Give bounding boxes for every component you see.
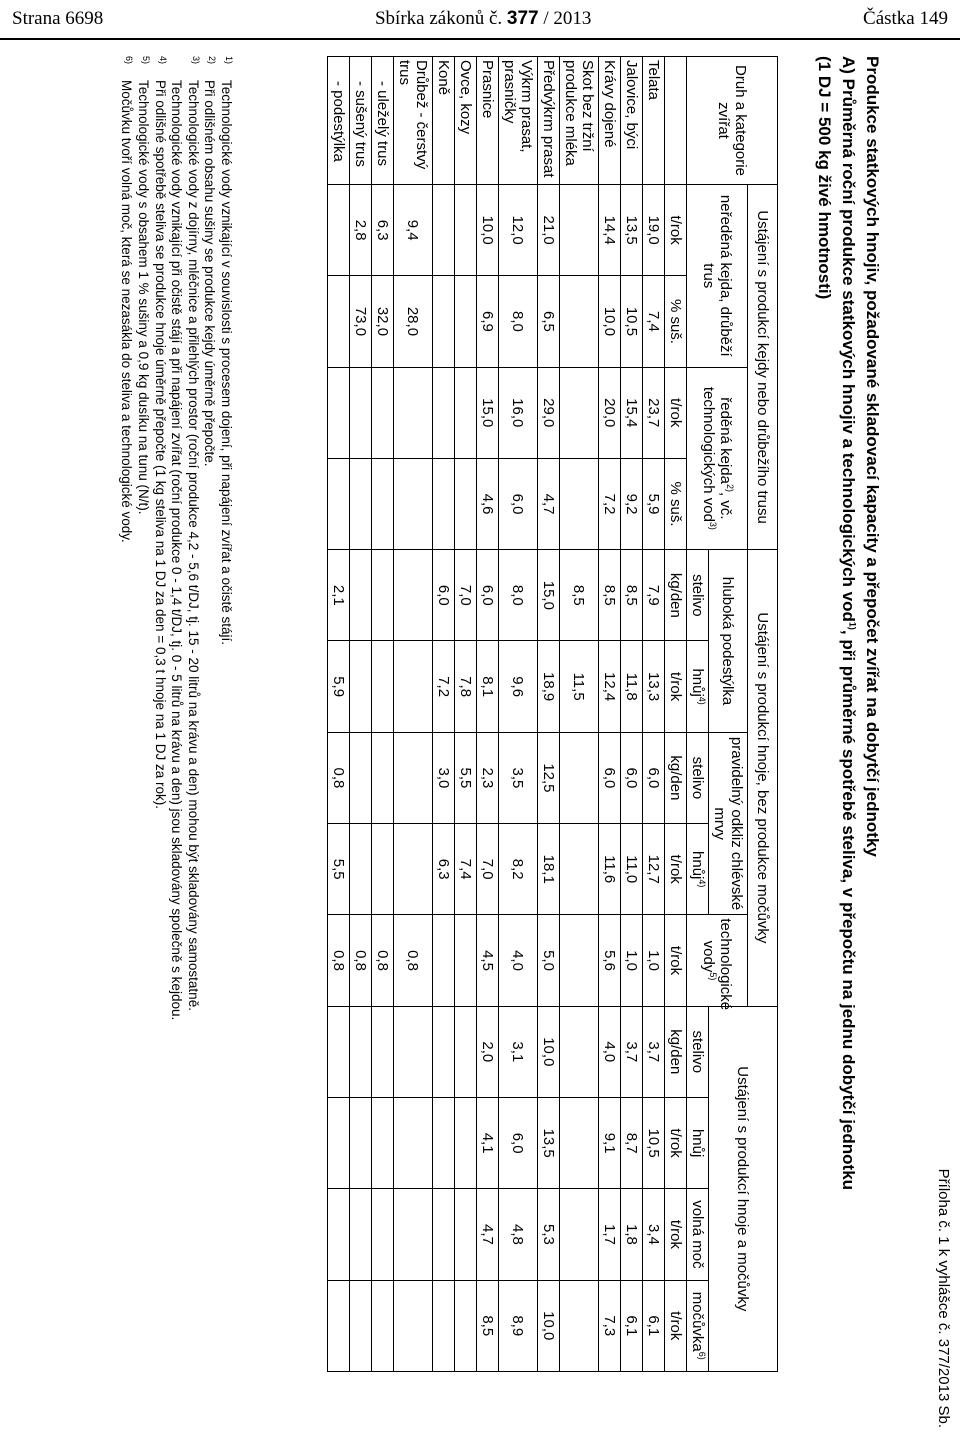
footnote <box>184 56 201 1372</box>
title-sub-sup: 1) <box>847 621 858 630</box>
table-cell <box>560 1280 599 1371</box>
unit-cell: t/rok <box>665 1097 687 1188</box>
col-kind-header: Druh a kategorie zvířat <box>687 57 778 185</box>
table-cell: 16,0 <box>499 367 538 458</box>
table-cell: 12,4 <box>599 641 621 732</box>
row-label: Prasnice <box>477 57 499 185</box>
footnote-number: 6) <box>124 56 135 65</box>
table-cell <box>433 458 455 549</box>
footnote <box>217 56 234 1372</box>
table-cell <box>372 641 394 732</box>
sub-redena-header <box>687 367 748 550</box>
group-mocuvka-header: Ustájení s produkcí hnoje a močůvky <box>709 1006 778 1371</box>
rotated-content <box>0 40 960 1446</box>
table-cell: 8,5 <box>477 1280 499 1371</box>
table-cell: 0,8 <box>328 915 350 1006</box>
h-stelivo: stelivo <box>687 1006 709 1097</box>
footnote-text: Technologické vody vznikající při očistě stájí a při napájení zvířat (roční produkce 0 - 1,4 t/DJ, tj. 0 - 5 litrů na krávu a den) jsou skladovány společně s kejdou. <box>169 80 185 1021</box>
table-row <box>328 57 350 1372</box>
table-cell: 2,3 <box>477 732 499 823</box>
table-row <box>560 57 599 1372</box>
table-cell: 6,0 <box>621 732 643 823</box>
sub-nerz-header: neředěná kejda, drůběží trus <box>687 185 748 368</box>
table-cell: 7,2 <box>599 458 621 549</box>
table-cell: 1,0 <box>643 915 665 1006</box>
table-cell: 15,4 <box>621 367 643 458</box>
table-cell <box>372 1189 394 1280</box>
table-cell <box>560 1097 599 1188</box>
table-cell <box>433 1097 455 1188</box>
table-cell: 6,0 <box>477 550 499 641</box>
table-row <box>621 57 643 1372</box>
unit-cell: kg/den <box>665 732 687 823</box>
table-cell: 8,1 <box>477 641 499 732</box>
table-row <box>477 57 499 1372</box>
footnote <box>201 56 218 1372</box>
table-cell <box>560 1189 599 1280</box>
table-cell: 8,5 <box>599 550 621 641</box>
sub-redena-b: , vč. technologických vod <box>700 386 734 522</box>
row-label: - uleželý trus <box>372 57 394 185</box>
footnote <box>134 56 151 1372</box>
footnote <box>118 56 135 1372</box>
table-cell: 4,5 <box>477 915 499 1006</box>
table-cell <box>350 550 372 641</box>
table-cell <box>560 276 599 367</box>
unit-cell: t/rok <box>665 641 687 732</box>
table-cell <box>350 732 372 823</box>
sub-redena-sup: 2) <box>725 483 735 492</box>
table-cell: 6,0 <box>499 458 538 549</box>
table-cell: 8,9 <box>499 1280 538 1371</box>
table-cell: 6,5 <box>538 276 560 367</box>
table-cell <box>433 185 455 276</box>
unit-cell: t/rok <box>665 367 687 458</box>
h-hnuj: hnůj <box>687 1097 709 1188</box>
table-cell: 7,0 <box>455 550 477 641</box>
sub-redena-sup2: 3) <box>708 521 718 530</box>
table-cell <box>328 458 350 549</box>
table-cell: 2,8 <box>350 185 372 276</box>
table-cell <box>433 1189 455 1280</box>
table-cell: 23,7 <box>643 367 665 458</box>
unit-cell: t/rok <box>665 185 687 276</box>
table-cell <box>350 367 372 458</box>
unit-row-label <box>665 57 687 185</box>
table-cell: 3,0 <box>433 732 455 823</box>
table-cell <box>455 1189 477 1280</box>
table-cell: 15,0 <box>477 367 499 458</box>
table-cell: 8,5 <box>560 550 599 641</box>
table-cell <box>560 824 599 915</box>
table-cell: 8,0 <box>499 550 538 641</box>
h-stelivo: stelivo <box>687 732 709 823</box>
table-cell: 9,6 <box>499 641 538 732</box>
sub-hluboka-header: hluboká podestýlka <box>709 550 748 733</box>
table-cell: 11,6 <box>599 824 621 915</box>
h-volna: volná moč <box>687 1189 709 1280</box>
h-stelivo: stelivo <box>687 550 709 641</box>
page-number: Strana 6698 <box>12 8 104 29</box>
table-cell: 4,8 <box>499 1189 538 1280</box>
table-cell: 4,0 <box>599 1006 621 1097</box>
table-cell <box>560 458 599 549</box>
footnote-text: Při odlišné spotřebě steliva se produkce hnoje úměrně přepočte (1 kg steliva na 1 DJ za den = 0,3 t hnoje na 1 DJ za rok). <box>152 80 168 810</box>
table-row <box>350 57 372 1372</box>
table-cell <box>372 367 394 458</box>
table-cell <box>372 732 394 823</box>
collection-suffix: / 2013 <box>538 8 592 29</box>
table-cell <box>394 824 433 915</box>
table-cell: 20,0 <box>599 367 621 458</box>
row-label: Skot bez tržní produkce mléka <box>560 57 599 185</box>
table-cell: 32,0 <box>372 276 394 367</box>
footnote-number: 1) <box>224 56 234 65</box>
table-cell: 8,5 <box>621 550 643 641</box>
table-cell <box>328 1097 350 1188</box>
table-cell <box>560 732 599 823</box>
table-cell: 11,0 <box>621 824 643 915</box>
table-cell: 5,3 <box>538 1189 560 1280</box>
table-cell: 0,8 <box>394 915 433 1006</box>
table-cell: 9,1 <box>599 1097 621 1188</box>
footnote-number: 4) <box>157 56 168 65</box>
table-cell <box>455 458 477 549</box>
table-cell: 5,5 <box>328 824 350 915</box>
table-cell: 10,0 <box>538 1006 560 1097</box>
table-cell <box>372 1006 394 1097</box>
footnote-text: Při odlišném obsahu sušiny se produkce kejdy úměrně přepočte. <box>202 80 218 467</box>
table-cell: 1,7 <box>599 1189 621 1280</box>
table-cell <box>350 458 372 549</box>
unit-cell: t/rok <box>665 1280 687 1371</box>
table-cell: 18,9 <box>538 641 560 732</box>
table-cell: 6,3 <box>433 824 455 915</box>
table-cell: 10,5 <box>621 276 643 367</box>
table-cell <box>394 732 433 823</box>
production-table <box>327 56 778 1372</box>
table-cell <box>394 1280 433 1371</box>
row-label: - sušený trus <box>350 57 372 185</box>
group-kejda-header: Ustájení s produkcí kejdy nebo drůbežího trusu <box>748 185 778 550</box>
h-mocuvka <box>687 1280 709 1371</box>
table-cell: 12,0 <box>499 185 538 276</box>
table-cell <box>394 1189 433 1280</box>
table-cell: 0,8 <box>372 915 394 1006</box>
table-cell: 3,7 <box>643 1006 665 1097</box>
table-cell: 7,9 <box>643 550 665 641</box>
table-cell: 5,9 <box>328 641 350 732</box>
table-cell <box>560 185 599 276</box>
table-cell: 10,0 <box>538 1280 560 1371</box>
table-cell <box>394 458 433 549</box>
table-cell <box>560 367 599 458</box>
row-label: Telata <box>643 57 665 185</box>
table-row <box>538 57 560 1372</box>
table-cell: 13,3 <box>643 641 665 732</box>
table-cell: 13,5 <box>621 185 643 276</box>
sub-techvody-label: technologické vody <box>700 918 734 1011</box>
table-cell <box>372 824 394 915</box>
unit-cell: t/rok <box>665 1189 687 1280</box>
table-cell: 13,5 <box>538 1097 560 1188</box>
table-row <box>599 57 621 1372</box>
footnote-text: Technologické vody vznikající v souvislosti s procesem dojení, při napájení zvířat a očistě stájí. <box>219 80 234 646</box>
table-cell <box>372 550 394 641</box>
table-cell: 0,8 <box>328 732 350 823</box>
table-cell <box>433 1280 455 1371</box>
table-cell: 7,3 <box>599 1280 621 1371</box>
table-cell: 8,2 <box>499 824 538 915</box>
table-cell <box>328 1189 350 1280</box>
table-cell <box>455 1006 477 1097</box>
table-cell <box>394 550 433 641</box>
table-cell: 6,1 <box>621 1280 643 1371</box>
sub-pravidelny-header: pravidelný odkliz chlévské mrvy <box>709 732 748 915</box>
table-cell <box>560 915 599 1006</box>
unit-row <box>665 57 687 1372</box>
h-hnuj-sup: 4) <box>697 696 707 705</box>
table-cell <box>394 641 433 732</box>
table-cell: 7,0 <box>477 824 499 915</box>
table-cell <box>328 1006 350 1097</box>
table-cell <box>350 1189 372 1280</box>
row-label: Jalovice, býci <box>621 57 643 185</box>
table-cell: 7,4 <box>643 276 665 367</box>
footnote <box>151 56 168 1372</box>
table-cell: 28,0 <box>394 276 433 367</box>
table-row <box>643 57 665 1372</box>
group-hnuj-header: Ustájení s produkcí hnoje, bez produkce močůvky <box>748 550 778 1006</box>
collection-number: 377 <box>506 8 539 29</box>
table-cell: 12,7 <box>643 824 665 915</box>
table-cell: 0,8 <box>350 915 372 1006</box>
table-cell: 3,5 <box>499 732 538 823</box>
table-cell: 7,2 <box>433 641 455 732</box>
table-cell: 5,6 <box>599 915 621 1006</box>
footnote-number: 3) <box>190 56 201 65</box>
table-cell: 21,0 <box>538 185 560 276</box>
sub-redena-a: ředěná kejda <box>717 397 734 484</box>
unit-cell: t/rok <box>665 915 687 1006</box>
h-hnuj <box>687 824 709 915</box>
table-cell: 7,4 <box>455 824 477 915</box>
table-cell: 6,0 <box>433 550 455 641</box>
sub-techvody-header <box>687 915 748 1011</box>
table-cell <box>372 1097 394 1188</box>
table-cell: 73,0 <box>350 276 372 367</box>
table-cell: 6,0 <box>643 732 665 823</box>
table-cell <box>394 367 433 458</box>
h-mocuvka-sup: 6) <box>697 1351 707 1360</box>
title-sub <box>836 56 860 1386</box>
table-cell: 6,3 <box>372 185 394 276</box>
unit-cell: t/rok <box>665 824 687 915</box>
table-cell: 4,7 <box>538 458 560 549</box>
table-cell: 9,2 <box>621 458 643 549</box>
table-cell <box>455 1280 477 1371</box>
table-cell <box>350 1097 372 1188</box>
h-hnuj-label: hnůj <box>689 851 706 880</box>
part-number: Částka 149 <box>863 8 948 29</box>
table-body <box>328 57 687 1372</box>
table-cell: 19,0 <box>643 185 665 276</box>
table-cell <box>455 367 477 458</box>
table-cell <box>372 1280 394 1371</box>
table-cell <box>350 1280 372 1371</box>
footnote-text: Močůvku tvoří volná moč, která se nezasákla do steliva a technologické vody. <box>119 80 135 543</box>
table-cell <box>433 915 455 1006</box>
unit-cell: kg/den <box>665 550 687 641</box>
table-cell: 6,0 <box>599 732 621 823</box>
table-cell: 2,0 <box>477 1006 499 1097</box>
h-hnuj-label: hnůj <box>689 668 706 697</box>
table-cell: 8,7 <box>621 1097 643 1188</box>
table-row <box>433 57 455 1372</box>
table-cell: 6,9 <box>477 276 499 367</box>
table-cell: 3,1 <box>499 1006 538 1097</box>
footnote-number <box>171 56 188 80</box>
table-cell <box>328 185 350 276</box>
table-cell: 10,5 <box>643 1097 665 1188</box>
title-sub-c: (1 DJ = 500 kg živé hmotnosti) <box>815 56 834 300</box>
table-cell <box>433 1006 455 1097</box>
table-cell: 14,4 <box>599 185 621 276</box>
document-title <box>812 56 884 1386</box>
table-cell: 15,0 <box>538 550 560 641</box>
table-cell: 1,8 <box>621 1189 643 1280</box>
table-cell: 7,8 <box>455 641 477 732</box>
table-cell <box>433 367 455 458</box>
table-cell: 4,6 <box>477 458 499 549</box>
table-cell: 5,0 <box>538 915 560 1006</box>
h-hnuj-sup: 4) <box>697 879 707 888</box>
table-cell <box>455 915 477 1006</box>
collection-prefix: Sbírka zákonů č. <box>374 8 507 29</box>
table-cell: 6,0 <box>499 1097 538 1188</box>
footnotes <box>118 56 234 1372</box>
title-main: Produkce statkových hnojiv, požadované skladovací kapacity a přepočet zvířat na dobytčí jednotky <box>863 56 882 857</box>
table-cell <box>328 367 350 458</box>
footnote-text: Technologické vody z dojírny, mléčnice a přilehlých prostor (roční produkce 4,2 - 5,6 t/DJ, tj. 15 - 20 litrů na krávu a den) mohou být skladovány samostatně. <box>185 80 201 1011</box>
table-cell: 12,5 <box>538 732 560 823</box>
table-row <box>499 57 538 1372</box>
table-cell: 11,8 <box>621 641 643 732</box>
footnote-number: 2) <box>207 56 218 65</box>
row-label: Koně <box>433 57 455 185</box>
annex-label: Příloha č. 1 k vyhlášce č. 377/2013 Sb. <box>935 1168 952 1428</box>
unit-cell: % suš. <box>665 276 687 367</box>
unit-cell: % suš. <box>665 458 687 549</box>
table-row <box>394 57 433 1372</box>
footnote <box>168 56 185 1372</box>
table-cell: 3,4 <box>643 1189 665 1280</box>
table-cell: 10,0 <box>477 185 499 276</box>
table-cell: 1,0 <box>621 915 643 1006</box>
title-sub-b: , při průměrné spotřebě steliva, v přepočtu na jednu dobytčí jednotku <box>839 629 858 1191</box>
table-cell <box>350 824 372 915</box>
row-label: Drůbež - čerstvý trus <box>394 57 433 185</box>
row-label: Výkrm prasat, prasničky <box>499 57 538 185</box>
table-cell: 5,9 <box>643 458 665 549</box>
page-header <box>0 0 960 40</box>
table-cell: 4,0 <box>499 915 538 1006</box>
table-cell: 18,1 <box>538 824 560 915</box>
table-cell <box>350 1006 372 1097</box>
unit-cell: kg/den <box>665 1006 687 1097</box>
table-cell <box>394 1006 433 1097</box>
table-cell <box>433 276 455 367</box>
row-label: Předvýkrm prasat <box>538 57 560 185</box>
table-cell: 4,1 <box>477 1097 499 1188</box>
row-label: Ovce, kozy <box>455 57 477 185</box>
sub-techvody-sup: 5) <box>708 972 718 981</box>
row-label: Krávy dojené <box>599 57 621 185</box>
table-cell <box>455 276 477 367</box>
table-cell <box>328 276 350 367</box>
footnote-text: Technologické vody s obsahem 1 % sušiny a 0,9 kg dusíku na tunu (N/t). <box>136 80 152 515</box>
table-cell: 9,4 <box>394 185 433 276</box>
table-cell <box>394 1097 433 1188</box>
table-cell <box>455 1097 477 1188</box>
table-cell: 3,7 <box>621 1006 643 1097</box>
table-cell: 6,1 <box>643 1280 665 1371</box>
footnote-number: 5) <box>141 56 152 65</box>
collection-reference <box>375 8 591 30</box>
table-cell <box>455 185 477 276</box>
table-row <box>372 57 394 1372</box>
h-hnuj <box>687 641 709 732</box>
h-mocuvka-label: močůvka <box>689 1291 706 1352</box>
table-cell: 5,5 <box>455 732 477 823</box>
table-cell: 29,0 <box>538 367 560 458</box>
table-cell: 4,7 <box>477 1189 499 1280</box>
title-sub-a: A) Průměrná roční produkce statkových hnojiv a technologických vod <box>839 56 858 622</box>
row-label: - podestýlka <box>328 57 350 185</box>
table-cell: 11,5 <box>560 641 599 732</box>
table-cell <box>560 1006 599 1097</box>
table-cell: 10,0 <box>599 276 621 367</box>
table-cell: 8,0 <box>499 276 538 367</box>
table-cell: 2,1 <box>328 550 350 641</box>
table-row <box>455 57 477 1372</box>
table-cell <box>372 458 394 549</box>
table-cell <box>350 641 372 732</box>
table-cell <box>328 1280 350 1371</box>
